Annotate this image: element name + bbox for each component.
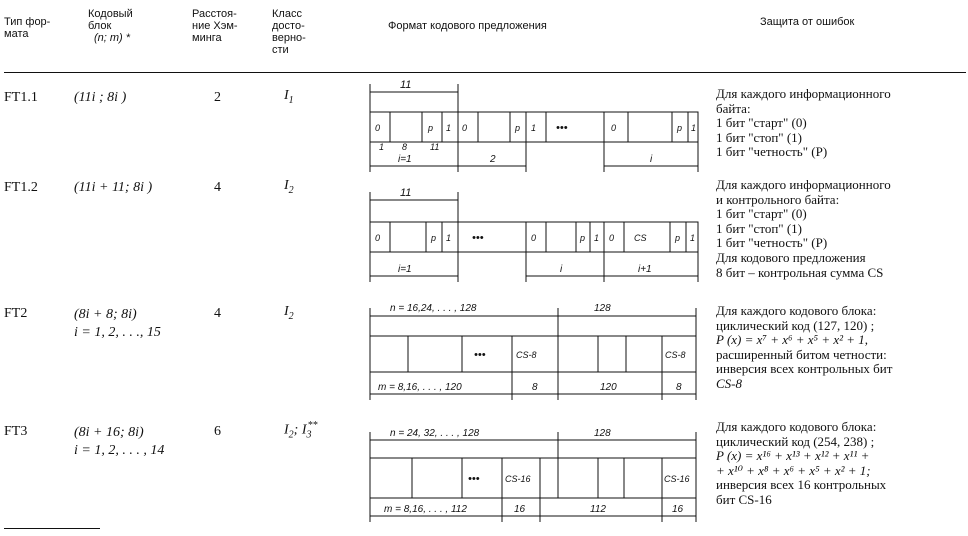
row-ft12-block: (11i + 11; 8i ) xyxy=(74,180,153,195)
ft12-bottom-i1: i=1 xyxy=(398,264,412,275)
ft12-cell-1: 1 xyxy=(446,233,452,243)
ft11-bit-11: 11 xyxy=(430,142,440,152)
ft12-cell-pc: p xyxy=(675,233,681,243)
ft11-bit-8: 8 xyxy=(402,142,408,152)
ft11-cell-1b: 1 xyxy=(531,123,537,133)
ft2-cs8-b: CS-8 xyxy=(665,350,686,360)
ft11-cell-1: 1 xyxy=(446,123,452,133)
ft3-cs16-a: CS-16 xyxy=(505,474,531,484)
header-hamming: Расстоя- ние Хэм- минга xyxy=(192,8,238,44)
ft2-dots: ••• xyxy=(474,349,486,361)
row-ft2-class: $I_2$ xyxy=(284,304,294,322)
ft2-bottom-8a: 8 xyxy=(532,382,538,393)
row-ft2-protection: Для каждого кодового блока: циклический код (127, 120) ; P (x) = x⁷ + x⁶ + x⁵ + x² + 1, расширенный битом четности: инверсия всех контрольных бит CS-8 xyxy=(716,303,893,391)
ft2-cs8-a: CS-8 xyxy=(516,350,537,360)
row-ft3-class: $I_2$; $I_3^{**}$ xyxy=(284,420,318,441)
row-ft3-block: (8i + 16; 8i) i = 1, 2, . . . , 14 xyxy=(74,425,165,458)
ft3-top-128: 128 xyxy=(594,428,611,439)
ft2-top-128: 128 xyxy=(594,303,611,314)
row-ft3-hamming: 6 xyxy=(214,424,221,439)
ft3-top-n: n = 24, 32, . . . , 128 xyxy=(390,428,480,439)
ft3-dots: ••• xyxy=(468,473,480,485)
ft11-top-label: 11 xyxy=(400,79,412,91)
row-ft12-protection: Для каждого информационного и контрольного байта: 1 бит "старт" (0) 1 бит "стоп" (1) 1 бит "четность" (P) Для кодового предложения 8 бит – контрольная сумма CS xyxy=(716,177,891,280)
header-protection: Защита от ошибок xyxy=(760,16,855,28)
ft12-top-label: 11 xyxy=(400,187,412,199)
ft11-bottom-2: 2 xyxy=(490,154,496,165)
row-ft3-protection: Для каждого кодового блока: циклический код (254, 238) ; P (x) = x¹⁶ + x¹³ + x¹² + x¹¹ + + x¹⁰ + x⁸ + x⁶ + x⁵ + x² + 1; инверсия всех 16 контрольных бит CS-16 xyxy=(716,419,887,507)
ft12-cell-0c: 0 xyxy=(609,233,615,243)
ft2-bottom-120: 120 xyxy=(600,382,617,393)
row-ft12-type: FT1.2 xyxy=(4,180,38,195)
footnote-rule xyxy=(4,528,100,529)
ft3-cs16-b: CS-16 xyxy=(664,474,690,484)
ft11-bottom-i1: i=1 xyxy=(398,154,412,165)
row-ft11-class: $I_1$ xyxy=(284,88,294,106)
ft12-cell-pb: p xyxy=(580,233,586,243)
header-type: Тип фор- мата xyxy=(4,16,51,40)
row-ft12-class: $I_2$ xyxy=(284,178,294,196)
row-ft2-type: FT2 xyxy=(4,306,28,321)
row-ft11-block: (11i ; 8i ) xyxy=(74,90,127,105)
ft12-cell-cs: CS xyxy=(634,233,647,243)
ft3-bottom-16a: 16 xyxy=(514,504,526,515)
row-ft11-type: FT1.1 xyxy=(4,90,38,105)
ft11-dots: ••• xyxy=(556,122,568,134)
row-ft12-hamming: 4 xyxy=(214,180,221,195)
ft12-cell-0: 0 xyxy=(375,233,381,243)
ft12-bottom-i: i xyxy=(560,264,563,275)
ft3-bottom-m: m = 8,16, . . . , 112 xyxy=(384,504,467,515)
ft12-cell-1c: 1 xyxy=(690,233,696,243)
ft11-cell-p: p xyxy=(428,123,434,133)
ft12-bottom-iplus1: i+1 xyxy=(638,264,652,275)
ft11-bit-1: 1 xyxy=(379,142,385,152)
ft12-cell-1b: 1 xyxy=(594,233,600,243)
header-class: Класс досто- верно- сти xyxy=(272,8,306,56)
row-ft11-protection: Для каждого информационного байта: 1 бит "старт" (0) 1 бит "стоп" (1) 1 бит "четность" (P) xyxy=(716,86,891,160)
ft11-bottom-i: i xyxy=(650,154,653,165)
ft2-bottom-8b: 8 xyxy=(676,382,682,393)
header-format: Формат кодового предложения xyxy=(388,20,547,32)
row-ft2-block: (8i + 8; 8i) i = 1, 2, . . ., 15 xyxy=(74,307,161,340)
row-ft11-hamming: 2 xyxy=(214,90,221,105)
ft3-bottom-16b: 16 xyxy=(672,504,684,515)
ft12-cell-p: p xyxy=(431,233,437,243)
ft2-top-n: n = 16,24, . . . , 128 xyxy=(390,303,477,314)
ft11-cell-0: 0 xyxy=(375,123,381,133)
ft11-cell-0c: 0 xyxy=(611,123,617,133)
ft11-cell-pb: p xyxy=(515,123,521,133)
row-ft3-type: FT3 xyxy=(4,424,28,439)
ft3-bottom-112: 112 xyxy=(590,504,606,515)
ft11-cell-0b: 0 xyxy=(462,123,468,133)
ft11-cell-1c: 1 xyxy=(691,123,697,133)
header-code-block: Кодовый блок (n; m) * xyxy=(88,8,133,44)
ft2-bottom-m: m = 8,16, . . . , 120 xyxy=(378,382,462,393)
ft12-dots: ••• xyxy=(472,232,484,244)
ft11-cell-pc: p xyxy=(677,123,683,133)
row-ft2-hamming: 4 xyxy=(214,306,221,321)
ft12-cell-0b: 0 xyxy=(531,233,537,243)
